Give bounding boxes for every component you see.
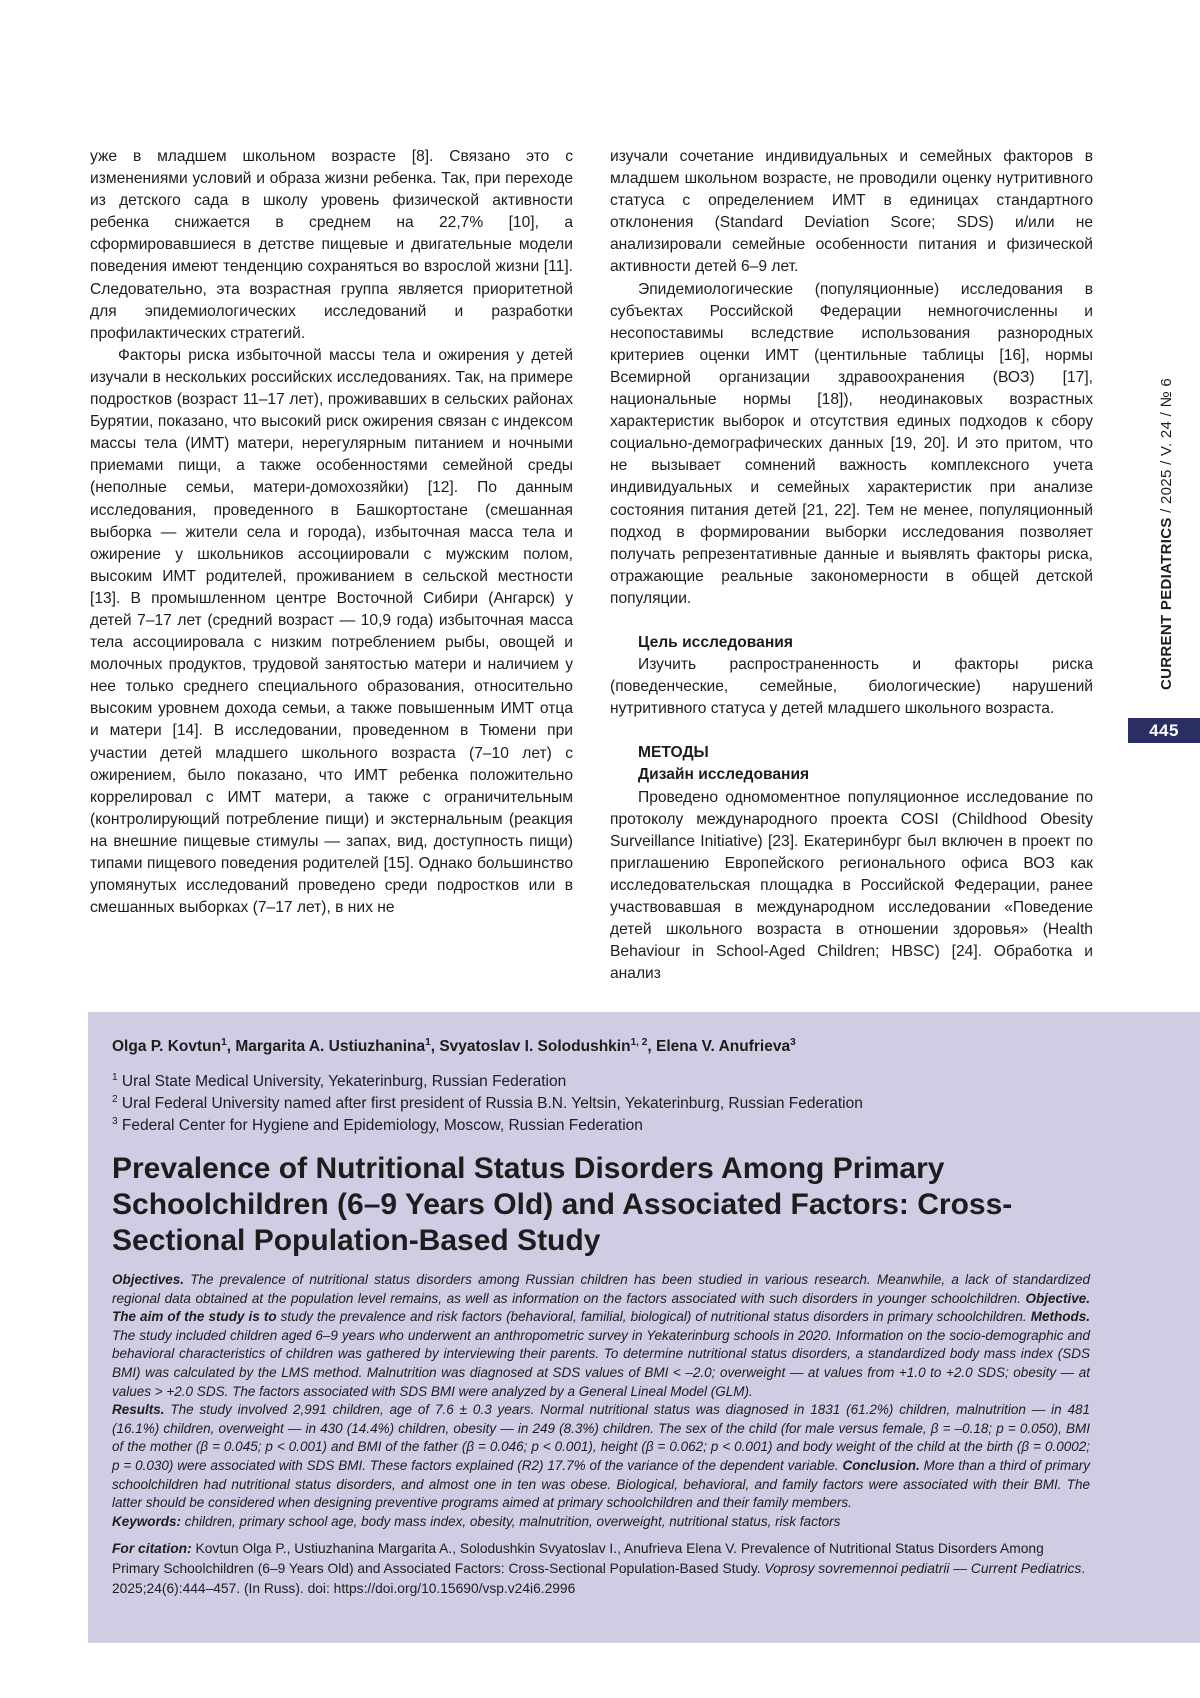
- design-heading: Дизайн исследования: [638, 766, 810, 784]
- affiliation: $^2$ Ural Federal University named after first president of Russia B.N. Yeltsin, Yekaterinburg, Russian Federation: [112, 1093, 863, 1112]
- right-paragraph-1: изучали сочетание индивидуальных и семейных факторов в младшем школьном возрасте, не проводили оценку нутритивного статуса с определением ИМТ в единицах стандартного отклонения (Standard Deviation Score; SDS) и/или не анализировали семейные особенности питания и физической активности детей 6–9 лет.: [610, 148, 1093, 276]
- left-column: [90, 146, 573, 919]
- authors-line: [112, 1036, 1090, 1057]
- right-column: [610, 146, 1093, 985]
- author: Olga P. Kovtun$^1$,: [112, 1036, 236, 1055]
- aim-text: Изучить распространенность и факторы риска (поведенческие, семейные, биологические) нарушений нутритивного статуса у детей младшего школьного возраста.: [610, 656, 1093, 718]
- left-paragraph-2: Факторы риска избыточной массы тела и ожирения у детей изучали в нескольких российских исследованиях. Так, на примере подростков (возраст 11–17 лет), проживавших в сельских районах Бурятии, показано, что высокий риск ожирения связан с индексом массы тела (ИМТ) матери, нерегулярным питанием и ночными приемами пищи, а также особенностями семейной среды (неполные семьи, матери-домохозяйки) [12]. По данным исследования, проведенного в Башкортостане (смешанная выборка — жители села и города), избыточная масса тела и ожирение у школьников ассоциировали с мужским полом, высоким ИМТ родителей, проживанием в сельской местности [13]. В промышленном центре Восточной Сибири (Ангарск) у детей 7–17 лет (средний возраст — 10,9 года) избыточная масса тела ассоциировала с низким потреблением рыбы, овощей и молочных продуктов, трудовой занятостью матери и наличием у нее только среднего специального образования, относительно высоким уровнем дохода семьи, а также повышенным ИМТ отца и матери [14]. В исследовании, проведенном в Тюмени при участии детей младшего школьного возраста (7–10 лет) с ожирением, было показано, что ИМТ ребенка положительно коррелировал с ИМТ матери, а также с ограничительным (контролирующий потребление пищи) и экстернальным (реакция на внешние пищевые стимулы — запах, вид, доступность пищи) типами пищевого поведения родителей [15]. Однако большинство упомянутых исследований проведено среди подростков или в смешанных выборках (7–17 лет), в них не: [90, 346, 573, 917]
- journal-name: CURRENT PEDIATRICS: [1158, 517, 1175, 690]
- design-text: Проведено одномоментное популяционное исследование по протоколу международного проекта COSI (Childhood Obesity Surveillance Initiative) [23]. Екатеринбург был включен в проект по приглашению Европейского регионального офиса ВОЗ как исследовательская площадка в Российской Федерации, ранее участвовавшая в международном исследовании «Поведение детей школьного возраста в отношении здоровья» (Health Behaviour in School-Aged Children; HBSC) [24]. Обработка и анализ: [610, 788, 1093, 983]
- author: Svyatoslav I. Solodushkin$^{1, 2}$,: [439, 1036, 656, 1055]
- english-abstract-box: [88, 1012, 1200, 1643]
- affiliations: [112, 1071, 1090, 1137]
- page-number: 445: [1128, 718, 1200, 743]
- keywords: children, primary school age, body mass index, obesity, malnutrition, overweight, nutritional status, risk factors: [181, 1513, 841, 1529]
- author: Elena V. Anufrieva$^3$: [655, 1036, 796, 1055]
- affiliation: $^3$ Federal Center for Hygiene and Epidemiology, Moscow, Russian Federation: [112, 1115, 643, 1134]
- methods-heading: МЕТОДЫ: [638, 744, 709, 762]
- right-paragraph-2: Эпидемиологические (популяционные) исследования в субъектах Российской Федерации немногочисленны и несопоставимы вследствие использования разнородных критериев оценки ИМТ (центильные таблицы [16], нормы Всемирной организации здравоохранения (ВОЗ) [17], национальные нормы [18]), неодинаковых возрастных характеристик выборок и отсутствия единых подходов к сбору социально-демографических данных [19, 20]. И это притом, что не вызывает сомнений важность комплексного учета индивидуальных и семейных характеристик при анализе состояния питания детей [21, 22]. Тем не менее, популяционный подход в формировании выборки исследования позволяет получать репрезентативные данные и выявлять факторы риска, отражающие реальные закономерности в общей детской популяции.: [610, 280, 1093, 607]
- english-title: Prevalence of Nutritional Status Disorders Among Primary Schoolchildren (6–9 Years Old) and Associated Factors: Cross-Sectional Population-Based Study: [112, 1152, 1013, 1257]
- journal-issue: / 2025 / V. 24 / № 6: [1158, 377, 1175, 518]
- journal-running-head: [1155, 370, 1179, 690]
- citation: For citation: Kovtun Olga P., Ustiuzhanina Margarita A., Solodushkin Svyatoslav I., Anufrieva Elena V. Prevalence of Nutritional Status Disorders Among Primary Schoolchildren (6–9 Years Old) and Associated Factors: Cross-Sectional Population-Based Study. Voprosy sovremennoi pediatrii — Current Pediatrics. 2025;24(6):444–457. (In Russ). doi: https://doi.org/10.15690/vsp.v24i6.2996: [112, 1541, 1086, 1596]
- english-abstract: Objectives. The prevalence of nutritional status disorders among Russian children has been studied in various research. Meanwhile, a lack of standardized regional data obtained at the population level remains, as well as information on the factors associated with such disorders in younger schoolchildren. Objective. The aim of the study is to study the prevalence and risk factors (behavioral, familial, biological) of nutritional status disorders in primary schoolchildren. Methods. The study included children aged 6–9 years who underwent an anthropometric survey in Yekaterinburg schools in 2020. Information on the socio-demographic and behavioral characteristics of children was gathered by interviewing their parents. To determine nutritional status disorders, a standardized body mass index (SDS BMI) was calculated by the LMS method. Malnutrition was diagnosed at SDS values of BMI < –2.0; overweight — at values from +1.0 to +2.0 SDS; obesity — at values > +2.0 SDS. The factors associated with SDS BMI were analyzed by a General Lineal Model (GLM). Results. The study involved 2,991 children, age of 7.6 ± 0.3 years. Normal nutritional status was diagnosed in 1831 (61.2%) children, malnutrition — in 481 (16.1%) children, overweight — in 430 (14.4%) children, obesity — in 249 (8.3%) children. The sex of the child (for male versus female, β = –0.18; p = 0.050), BMI of the mother (β = 0.045; p < 0.001) and BMI of the father (β = 0.046; p < 0.001), height (β = 0.062; p < 0.001) and body weight of the child at the birth (β = 0.0002; p = 0.030) were associated with SDS BMI. These factors explained (R2) 17.7% of the variance of the dependent variable. Conclusion. More than a third of primary schoolchildren had nutritional status disorders, and almost one in ten was obese. Biological, behavioral, and family factors were associated with their BMI. The latter should be considered when designing preventive programs aimed at primary schoolchildren and their family members. Keywords: children, primary school age, body mass index, obesity, malnutrition, overweight, nutritional status, risk factors: [112, 1272, 1090, 1529]
- left-paragraph-1: уже в младшем школьном возрасте [8]. Связано это с изменениями условий и образа жизни ребенка. Так, при переходе из детского сада в школу уровень физической активности ребенка снижается в среднем на 22,7% [10], а сформировавшиеся в детстве пищевые и двигательные модели поведения имеют тенденцию сохраняться во взрослой жизни [11]. Следовательно, эта возрастная группа является приоритетной для эпидемиологических исследований и разработки профилактических стратегий.: [90, 148, 573, 342]
- keywords-label: Keywords:: [112, 1513, 182, 1529]
- author: Margarita A. Ustiuzhanina$^1$,: [235, 1036, 440, 1055]
- affiliation: $^1$ Ural State Medical University, Yekaterinburg, Russian Federation: [112, 1071, 567, 1090]
- doi-text: . 2025;24(6):444–457. (In Russ). doi: https://doi.org/10.15690/vsp.v24i6.2996: [112, 1560, 1086, 1596]
- aim-heading: Цель исследования: [638, 633, 793, 651]
